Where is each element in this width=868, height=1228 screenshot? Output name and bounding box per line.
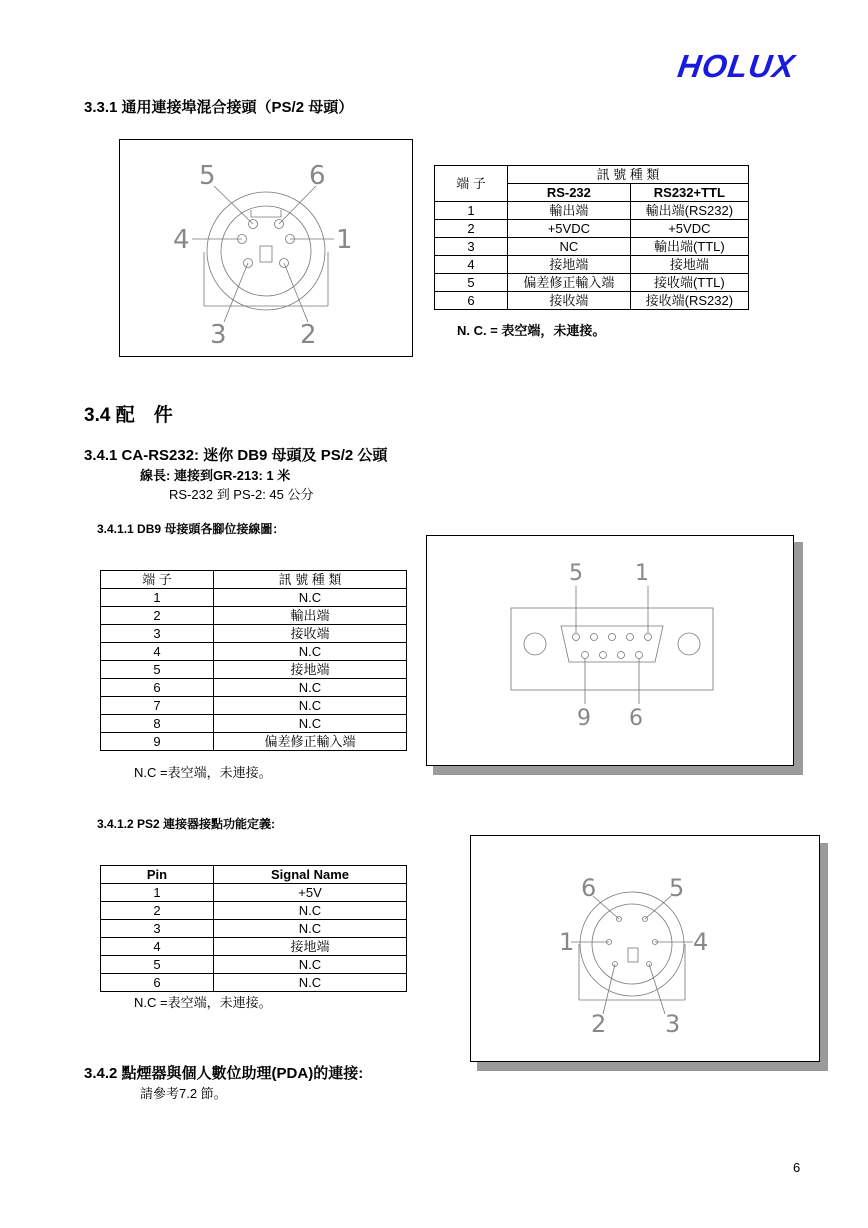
table-row (101, 920, 407, 938)
ps2-pin-table (434, 165, 749, 310)
ps2-male-pin-label-6: 6 (581, 874, 597, 902)
db9-pin-table (100, 570, 407, 751)
table-row (101, 643, 407, 661)
section-3411-title: 3.4.1.1 DB9 母接頭各腳位接線圖： (97, 522, 285, 536)
nc-note: N.C =表空端，未連接。 (134, 765, 272, 780)
cell: N.C (214, 956, 407, 974)
ps2-male-pin-label-4: 4 (693, 928, 709, 956)
cell: N.C (214, 589, 407, 607)
col-pin-header: 端 子 (101, 571, 214, 589)
cell: 2 (101, 607, 214, 625)
cell: 偏差修正輸入端 (508, 274, 631, 292)
table-row (435, 238, 749, 256)
cell: +5VDC (630, 220, 748, 238)
cell: 接收端 (508, 292, 631, 310)
table-row (435, 292, 749, 310)
cell: NC (508, 238, 631, 256)
table-row (101, 607, 407, 625)
table-row (435, 274, 749, 292)
cell: N.C (214, 679, 407, 697)
rs232-ps2-length-line: RS-232 到 PS-2: 45 公分 (169, 487, 314, 502)
rs232-ttl-header: RS232+TTL (630, 184, 748, 202)
cell: 3 (101, 920, 214, 938)
pin-label-5: 5 (199, 161, 216, 191)
ps2-male-pin-label-2: 2 (591, 1010, 607, 1038)
cell: 3 (435, 238, 508, 256)
cell: +5VDC (508, 220, 631, 238)
cell: +5V (214, 884, 407, 902)
cell: 3 (101, 625, 214, 643)
cell: 9 (101, 733, 214, 751)
ps2-female-diagram (120, 140, 412, 356)
cell: 接地端 (214, 661, 407, 679)
cell: 5 (435, 274, 508, 292)
pin-label-6: 6 (309, 161, 326, 191)
cell: 2 (435, 220, 508, 238)
cell: 4 (435, 256, 508, 274)
cell: 輸出端 (508, 202, 631, 220)
ps2-female-diagram-box (119, 139, 413, 357)
db9-pin-label-1: 1 (635, 561, 649, 586)
table-row (435, 220, 749, 238)
cell: 輸出端 (214, 607, 407, 625)
table-row (435, 202, 749, 220)
cell: 7 (101, 697, 214, 715)
ps2-male-diagram (471, 836, 819, 1061)
db9-diagram-box (426, 535, 794, 766)
ps2-male-pin-label-3: 3 (665, 1010, 681, 1038)
cell: 2 (101, 902, 214, 920)
table-row (435, 256, 749, 274)
pin-label-1: 1 (336, 225, 353, 255)
section-3412-title: 3.4.1.2 PS2 連接器接點功能定義: (97, 817, 276, 831)
table-row (101, 974, 407, 992)
cell: 接收端(TTL) (630, 274, 748, 292)
ps2-male-diagram-box (470, 835, 820, 1062)
cell: 接地端 (508, 256, 631, 274)
db9-diagram (427, 536, 793, 765)
cell: 5 (101, 661, 214, 679)
ps2-male-pin-label-1: 1 (559, 928, 575, 956)
cell: 接地端 (214, 938, 407, 956)
cell: 4 (101, 938, 214, 956)
table-row (101, 733, 407, 751)
section-341-title: 3.4.1 CA-RS232: 迷你 DB9 母頭及 PS/2 公頭 (84, 447, 388, 464)
cell: N.C (214, 643, 407, 661)
nc-note: N. C. = 表空端，未連接。 (457, 323, 606, 338)
cell: 偏差修正輸入端 (214, 733, 407, 751)
cell: N.C (214, 697, 407, 715)
cell: 4 (101, 643, 214, 661)
cell: 接收端(RS232) (630, 292, 748, 310)
table-row (101, 589, 407, 607)
table-row (101, 715, 407, 733)
page-number: 6 (793, 1160, 801, 1175)
section-342-title: 3.4.2 點煙器與個人數位助理(PDA)的連接: (84, 1065, 364, 1082)
pin-label-3: 3 (210, 320, 227, 350)
holux-logo: HOLUX (675, 48, 798, 84)
signal-type-header: 訊 號 種 類 (214, 571, 407, 589)
cable-length-line: 線長: 連接到GR-213: 1 米 (140, 468, 291, 483)
section-342-text: 請參考7.2 節。 (140, 1086, 227, 1101)
cell: 6 (101, 679, 214, 697)
cell: N.C (214, 974, 407, 992)
signal-type-header: 訊 號 種 類 (508, 166, 749, 184)
table-row (101, 938, 407, 956)
table-row (101, 956, 407, 974)
db9-pin-label-9: 9 (577, 706, 591, 731)
cell: 接收端 (214, 625, 407, 643)
table-row (101, 697, 407, 715)
table-row (101, 884, 407, 902)
cell: 1 (435, 202, 508, 220)
ps2-male-pin-table (100, 865, 407, 992)
db9-pin-label-6: 6 (629, 706, 643, 731)
cell: 1 (101, 884, 214, 902)
nc-note: N.C =表空端，未連接。 (134, 995, 272, 1010)
pin-label-2: 2 (300, 320, 317, 350)
section-34-title: 3.4 配 件 (84, 405, 173, 426)
cell: 接地端 (630, 256, 748, 274)
cell: 5 (101, 956, 214, 974)
cell: 6 (435, 292, 508, 310)
table-row (101, 625, 407, 643)
signal-name-header: Signal Name (214, 866, 407, 884)
pin-label-4: 4 (173, 225, 190, 255)
cell: N.C (214, 715, 407, 733)
cell: 輸出端(RS232) (630, 202, 748, 220)
cell: 8 (101, 715, 214, 733)
col-pin-header: 端 子 (435, 166, 508, 202)
table-row (101, 679, 407, 697)
section-331-title: 3.3.1 通用連接埠混合接頭（PS/2 母頭） (84, 99, 354, 116)
cell: N.C (214, 902, 407, 920)
table-row (101, 661, 407, 679)
table-row (101, 902, 407, 920)
rs232-header: RS-232 (508, 184, 631, 202)
ps2-male-pin-label-5: 5 (669, 874, 685, 902)
cell: 6 (101, 974, 214, 992)
cell: 輸出端(TTL) (630, 238, 748, 256)
cell: 1 (101, 589, 214, 607)
col-pin-header: Pin (101, 866, 214, 884)
db9-pin-label-5: 5 (569, 561, 583, 586)
cell: N.C (214, 920, 407, 938)
